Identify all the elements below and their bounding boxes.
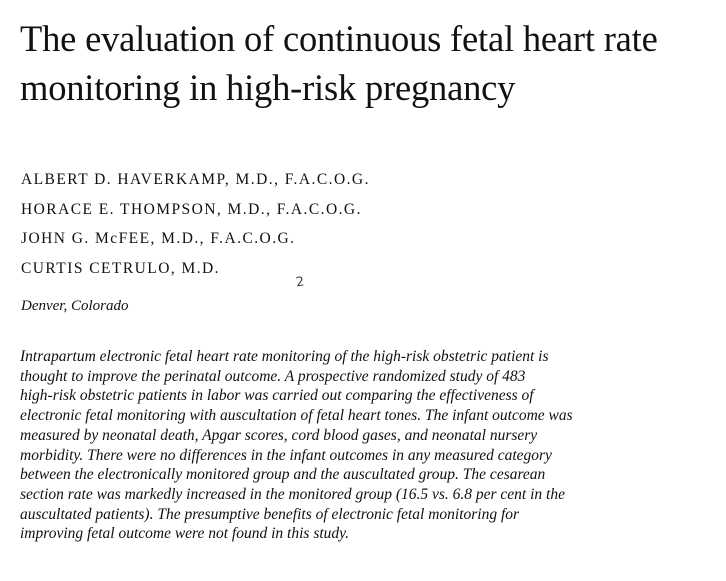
author-3: JOHN G. McFEE, M.D., F.A.C.O.G. xyxy=(21,230,296,247)
handwritten-mark: 2 xyxy=(294,274,306,291)
abstract xyxy=(20,347,720,544)
title-line-1: The evaluation of continuous fetal heart rate xyxy=(20,18,658,59)
author-2: HORACE E. THOMPSON, M.D., F.A.C.O.G. xyxy=(21,200,362,218)
affiliation: Denver, Colorado xyxy=(21,298,129,314)
title-line-2: monitoring in high-risk pregnancy xyxy=(20,67,516,108)
abstract-line-5: measured by neonatal death, Apgar scores, cord blood gases, and neonatal nursery xyxy=(20,426,538,444)
abstract-line-10: improving fetal outcome were not found in this study. xyxy=(20,525,350,543)
abstract-line-9: auscultated patients). The presumptive benefits of electronic fetal monitoring for xyxy=(20,505,520,523)
abstract-line-7: between the electronically monitored group and the auscultated group. The cesarean xyxy=(20,466,546,484)
abstract-line-8: section rate was markedly increased in the monitored group (16.5 vs. 6.8 per cent in the xyxy=(20,485,565,503)
author-list xyxy=(21,171,370,289)
article-title xyxy=(20,14,720,112)
author-1: ALBERT D. HAVERKAMP, M.D., F.A.C.O.G. xyxy=(21,171,370,188)
author-4: CURTIS CETRULO, M.D. xyxy=(21,259,221,277)
abstract-line-3: high-risk obstetric patients in labor was carried out comparing the effectiveness of xyxy=(20,387,534,405)
abstract-line-1: Intrapartum electronic fetal heart rate monitoring of the high-risk obstetric patient is xyxy=(20,348,549,365)
abstract-line-2: thought to improve the perinatal outcome. A prospective randomized study of 483 xyxy=(20,367,526,385)
abstract-line-6: morbidity. There were no differences in the infant outcomes in any measured category xyxy=(20,446,552,464)
abstract-line-4: electronic fetal monitoring with auscultation of fetal heart tones. The infant outcome was xyxy=(20,407,573,425)
